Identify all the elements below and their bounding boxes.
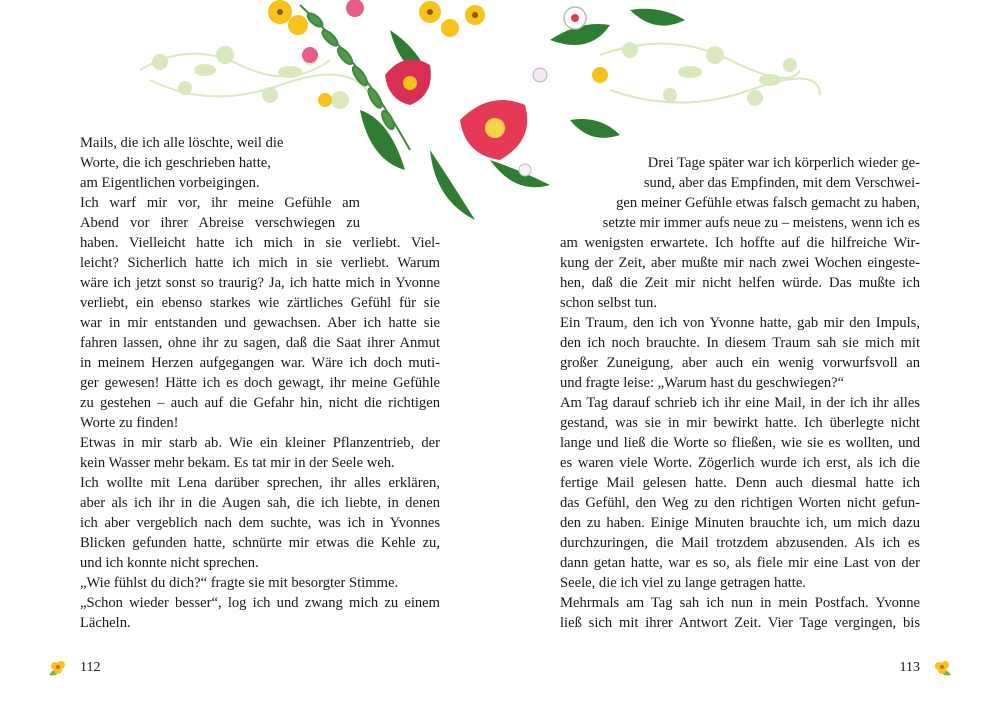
- text-line: es waren viele Worte. Zögerlich wurde ich erst, als ich die: [560, 455, 920, 471]
- text-line: aber als ich ihr in die Augen sah, die ich liebte, in denen: [80, 495, 440, 511]
- text-line: ger gewesen! Hätte ich es doch gewagt, ihr meine Gefühle: [80, 375, 440, 391]
- text-line: gestand, was sie in mir bewirkt hatte. Ich überlegte nicht: [560, 415, 920, 431]
- text-line: Mails, die ich alle löschte, weil die: [80, 135, 284, 151]
- text-line: zu gestehen – auch auf die Gefahr hin, nicht die richtigen: [80, 395, 440, 411]
- text-line: den zu haben. Einige Minuten brauchte ich, um mich dazu: [560, 515, 920, 531]
- text-line: wäre ich jetzt sonst so traurig? Ja, ich hatte mich in Yvonne: [80, 275, 440, 291]
- text-line: das Gefühl, den Weg zu den richtigen Worten nicht gefun-: [560, 495, 920, 511]
- right-page: [500, 0, 1000, 720]
- text-line: Abend vor ihrer Abreise verschwiegen zu: [80, 215, 360, 231]
- text-line: lange und ließ die Worte so fließen, wie sie es wollten, und: [560, 435, 920, 451]
- text-line: durchzuringen, die Mail trotzdem abzusenden. Als ich es: [560, 535, 920, 551]
- flower-ornament-icon: [46, 657, 70, 681]
- text-line: Ein Traum, den ich von Yvonne hatte, gab mir den Impuls,: [560, 315, 920, 331]
- text-line: gen meiner Gefühle etwas falsch gemacht zu haben,: [616, 195, 920, 211]
- text-line: kung der Zeit, aber mußte mir nach zwei Wochen eingeste-: [560, 255, 920, 271]
- text-line: schon selbst tun.: [560, 295, 657, 311]
- text-line: setzte mir immer aufs neue zu – meistens, wenn ich es: [602, 215, 920, 231]
- page-number: 112: [80, 660, 101, 675]
- text-line: am wenigsten erwartete. Ich hoffte auf die hilfreiche Wir-: [560, 235, 920, 251]
- text-line: Worte zu finden!: [80, 415, 179, 431]
- text-line: in meinem Herzen aufgegangen war. Wäre ich doch muti-: [80, 355, 440, 371]
- text-line: großer Zuneigung, aber auch ein wenig vorwurfsvoll an: [560, 355, 920, 371]
- text-line: am Eigentlichen vorbeigingen.: [80, 175, 260, 191]
- text-line: den ich noch brauchte. In diesem Traum sah sie mich mit: [560, 335, 920, 351]
- text-line: sund, aber das Empfinden, mit dem Verschwei-: [643, 175, 920, 191]
- text-line: ließ sich mit ihrer Antwort Zeit. Vier Tage vergingen, bis: [560, 615, 920, 631]
- text-line: und fragte leise: „Warum hast du geschwiegen?“: [560, 375, 845, 391]
- text-line: verliebt, ein ebenso starkes wie zärtliches Gefühl für sie: [80, 295, 440, 311]
- text-line: „Schon wieder besser“, log ich und zwang mich zu einem: [80, 595, 440, 611]
- flower-ornament-icon: [930, 657, 954, 681]
- text-line: und ich konnte nicht sprechen.: [80, 555, 259, 571]
- text-line: Worte, die ich geschrieben hatte,: [80, 155, 271, 171]
- text-line: Seele, die ich viel zu lange getragen hatte.: [560, 575, 806, 591]
- text-line: Am Tag darauf schrieb ich ihr eine Mail, in der ich ihr alles: [560, 395, 920, 411]
- text-line: fertige Mail gelesen hatte. Denn auch diesmal hatte ich: [560, 475, 920, 491]
- text-line: war in mir entstanden und gewachsen. Aber ich hatte sie: [80, 315, 440, 331]
- text-line: Ich warf mir vor, ihr meine Gefühle am: [80, 195, 360, 211]
- text-line: dann getan hatte, war es so, als fiele mir eine Last von der: [560, 555, 920, 571]
- text-line: leicht? Sicherlich hatte ich mich in sie verliebt. Warum: [80, 255, 440, 271]
- text-line: Blicken gefunden hatte, schnürte mir etwas die Kehle zu,: [80, 535, 440, 551]
- text-line: „Wie fühlst du dich?“ fragte sie mit besorgter Stimme.: [80, 575, 399, 591]
- text-line: hen, daß die Zeit mir nicht helfen würde. Das mußte ich: [560, 275, 920, 291]
- text-line: fahren lassen, ohne ihr zu sagen, daß die Saat ihrer Anmut: [80, 335, 440, 351]
- text-line: Mehrmals am Tag sah ich nun in mein Postfach. Yvonne: [560, 595, 920, 611]
- text-line: kein Wasser mehr bekam. Es tat mir in der Seele weh.: [80, 455, 395, 471]
- text-line: haben. Vielleicht hatte ich mich in sie verliebt. Viel-: [80, 235, 440, 251]
- text-line: Lächeln.: [80, 615, 131, 631]
- text-line: Ich wollte mit Lena darüber sprechen, ihr alles erklären,: [80, 475, 440, 491]
- text-line: Drei Tage später war ich körperlich wieder ge-: [647, 155, 920, 171]
- text-line: Etwas in mir starb ab. Wie ein kleiner Pflanzentrieb, der: [80, 435, 440, 451]
- text-line: ich aber vergeblich nach dem suchte, was ich in Yvonnes: [80, 515, 440, 531]
- page-number: 113: [899, 660, 920, 675]
